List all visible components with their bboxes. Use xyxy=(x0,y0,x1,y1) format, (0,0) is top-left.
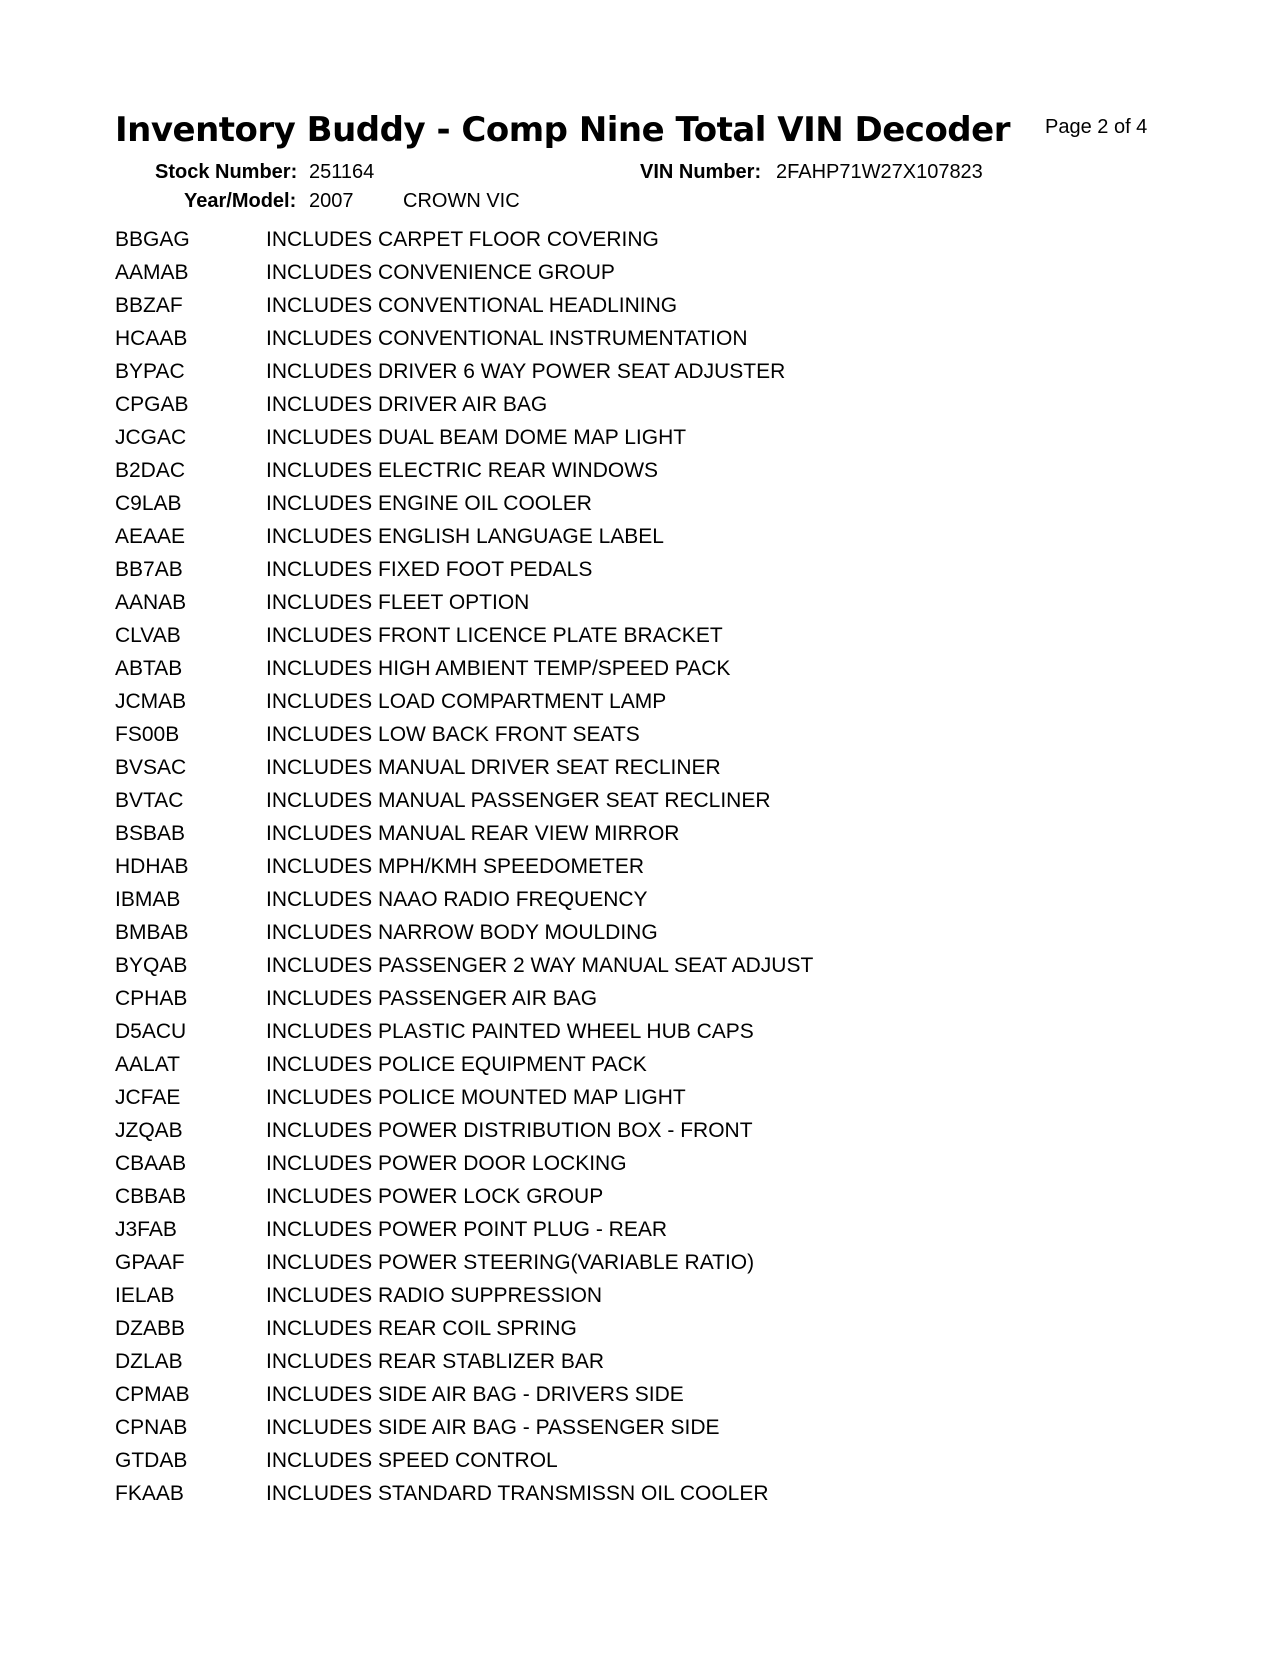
year-model-label: Year/Model: xyxy=(184,190,297,212)
option-code: DZABB xyxy=(115,1317,186,1340)
option-description: INCLUDES RADIO SUPPRESSION xyxy=(266,1284,603,1307)
option-row xyxy=(115,491,1015,524)
option-code: HDHAB xyxy=(115,855,189,878)
option-description: INCLUDES SPEED CONTROL xyxy=(266,1449,558,1472)
option-description: INCLUDES ELECTRIC REAR WINDOWS xyxy=(266,459,659,482)
option-description: INCLUDES CONVENTIONAL INSTRUMENTATION xyxy=(266,327,748,350)
model-value: CROWN VIC xyxy=(403,190,520,212)
option-row xyxy=(115,1151,1015,1184)
option-row xyxy=(115,1382,1015,1415)
option-row xyxy=(115,821,1015,854)
option-code: CPHAB xyxy=(115,987,188,1010)
option-description: INCLUDES REAR COIL SPRING xyxy=(266,1317,577,1340)
vin-number-value: 2FAHP71W27X107823 xyxy=(776,161,983,183)
option-description: INCLUDES HIGH AMBIENT TEMP/SPEED PACK xyxy=(266,657,731,680)
option-row xyxy=(115,227,1015,260)
page-title: Inventory Buddy - Comp Nine Total VIN Decoder xyxy=(115,110,1010,150)
option-row xyxy=(115,1448,1015,1481)
option-description: INCLUDES DRIVER AIR BAG xyxy=(266,393,548,416)
option-code: CPMAB xyxy=(115,1383,190,1406)
option-description: INCLUDES POWER DISTRIBUTION BOX - FRONT xyxy=(266,1119,753,1142)
option-row xyxy=(115,755,1015,788)
option-row xyxy=(115,1481,1015,1514)
option-description: INCLUDES PASSENGER AIR BAG xyxy=(266,987,598,1010)
option-code: BMBAB xyxy=(115,921,189,944)
option-code: FKAAB xyxy=(115,1482,184,1505)
option-description: INCLUDES POLICE EQUIPMENT PACK xyxy=(266,1053,647,1076)
option-description: INCLUDES CONVENTIONAL HEADLINING xyxy=(266,294,678,317)
option-code: CBBAB xyxy=(115,1185,187,1208)
option-code: FS00B xyxy=(115,723,180,746)
option-row xyxy=(115,1283,1015,1316)
option-row xyxy=(115,1250,1015,1283)
option-code: GPAAF xyxy=(115,1251,185,1274)
option-code: AEAAE xyxy=(115,525,186,548)
option-code: D5ACU xyxy=(115,1020,187,1043)
option-description: INCLUDES ENGLISH LANGUAGE LABEL xyxy=(266,525,664,548)
option-row xyxy=(115,1052,1015,1085)
option-description: INCLUDES PLASTIC PAINTED WHEEL HUB CAPS xyxy=(266,1020,754,1043)
option-row xyxy=(115,260,1015,293)
stock-number-value: 251164 xyxy=(309,161,375,183)
option-code: HCAAB xyxy=(115,327,188,350)
option-row xyxy=(115,392,1015,425)
option-description: INCLUDES POWER POINT PLUG - REAR xyxy=(266,1218,668,1241)
option-description: INCLUDES POWER LOCK GROUP xyxy=(266,1185,604,1208)
page-number: Page 2 of 4 xyxy=(1045,116,1148,138)
option-row xyxy=(115,326,1015,359)
option-row xyxy=(115,854,1015,887)
option-code: BYPAC xyxy=(115,360,185,383)
option-description: INCLUDES CONVENIENCE GROUP xyxy=(266,261,615,284)
option-code: JZQAB xyxy=(115,1119,183,1142)
option-row xyxy=(115,1118,1015,1151)
option-row xyxy=(115,590,1015,623)
option-code: CBAAB xyxy=(115,1152,187,1175)
option-row xyxy=(115,887,1015,920)
option-row xyxy=(115,1184,1015,1217)
option-description: INCLUDES DUAL BEAM DOME MAP LIGHT xyxy=(266,426,687,449)
option-description: INCLUDES LOW BACK FRONT SEATS xyxy=(266,723,640,746)
option-description: INCLUDES MPH/KMH SPEEDOMETER xyxy=(266,855,645,878)
option-description: INCLUDES FRONT LICENCE PLATE BRACKET xyxy=(266,624,723,647)
option-description: INCLUDES POLICE MOUNTED MAP LIGHT xyxy=(266,1086,686,1109)
option-description: INCLUDES NAAO RADIO FREQUENCY xyxy=(266,888,648,911)
stock-number-label: Stock Number: xyxy=(155,161,298,183)
option-row xyxy=(115,1019,1015,1052)
option-code: IELAB xyxy=(115,1284,175,1307)
option-row xyxy=(115,1217,1015,1250)
option-row xyxy=(115,1349,1015,1382)
option-row xyxy=(115,524,1015,557)
option-row xyxy=(115,986,1015,1019)
option-code: AALAT xyxy=(115,1053,180,1076)
year-value: 2007 xyxy=(309,190,354,212)
option-row xyxy=(115,953,1015,986)
option-code: BYQAB xyxy=(115,954,188,977)
option-row xyxy=(115,623,1015,656)
option-description: INCLUDES DRIVER 6 WAY POWER SEAT ADJUSTER xyxy=(266,360,786,383)
option-code: B2DAC xyxy=(115,459,186,482)
option-description: INCLUDES ENGINE OIL COOLER xyxy=(266,492,592,515)
option-row xyxy=(115,1415,1015,1448)
option-row xyxy=(115,656,1015,689)
option-code: GTDAB xyxy=(115,1449,188,1472)
option-description: INCLUDES POWER DOOR LOCKING xyxy=(266,1152,627,1175)
option-code: DZLAB xyxy=(115,1350,183,1373)
option-code: JCGAC xyxy=(115,426,187,449)
option-code: JCMAB xyxy=(115,690,187,713)
option-row xyxy=(115,359,1015,392)
option-description: INCLUDES SIDE AIR BAG - DRIVERS SIDE xyxy=(266,1383,684,1406)
option-row xyxy=(115,425,1015,458)
option-description: INCLUDES MANUAL PASSENGER SEAT RECLINER xyxy=(266,789,771,812)
option-description: INCLUDES NARROW BODY MOULDING xyxy=(266,921,658,944)
option-description: INCLUDES MANUAL REAR VIEW MIRROR xyxy=(266,822,680,845)
option-description: INCLUDES POWER STEERING(VARIABLE RATIO) xyxy=(266,1251,755,1274)
option-code: AAMAB xyxy=(115,261,189,284)
option-description: INCLUDES MANUAL DRIVER SEAT RECLINER xyxy=(266,756,721,779)
option-row xyxy=(115,293,1015,326)
option-description: INCLUDES LOAD COMPARTMENT LAMP xyxy=(266,690,667,713)
vin-number-label: VIN Number: xyxy=(640,161,762,183)
option-code: C9LAB xyxy=(115,492,182,515)
option-code: BVTAC xyxy=(115,789,184,812)
option-code: BBZAF xyxy=(115,294,183,317)
option-code: J3FAB xyxy=(115,1218,177,1241)
option-code-list xyxy=(115,227,1015,1514)
option-description: INCLUDES STANDARD TRANSMISSN OIL COOLER xyxy=(266,1482,769,1505)
option-code: AANAB xyxy=(115,591,187,614)
option-code: BB7AB xyxy=(115,558,183,581)
option-description: INCLUDES FIXED FOOT PEDALS xyxy=(266,558,593,581)
option-code: BSBAB xyxy=(115,822,186,845)
option-code: CPNAB xyxy=(115,1416,188,1439)
option-code: ABTAB xyxy=(115,657,183,680)
option-row xyxy=(115,1316,1015,1349)
option-row xyxy=(115,557,1015,590)
option-code: BBGAG xyxy=(115,228,190,251)
option-row xyxy=(115,920,1015,953)
option-row xyxy=(115,788,1015,821)
option-description: INCLUDES SIDE AIR BAG - PASSENGER SIDE xyxy=(266,1416,720,1439)
option-row xyxy=(115,722,1015,755)
option-code: CLVAB xyxy=(115,624,181,647)
option-code: IBMAB xyxy=(115,888,181,911)
option-code: JCFAE xyxy=(115,1086,181,1109)
option-description: INCLUDES FLEET OPTION xyxy=(266,591,530,614)
option-row xyxy=(115,1085,1015,1118)
option-description: INCLUDES PASSENGER 2 WAY MANUAL SEAT ADJUST xyxy=(266,954,814,977)
option-row xyxy=(115,689,1015,722)
option-description: INCLUDES CARPET FLOOR COVERING xyxy=(266,228,659,251)
option-description: INCLUDES REAR STABLIZER BAR xyxy=(266,1350,605,1373)
option-code: CPGAB xyxy=(115,393,189,416)
option-code: BVSAC xyxy=(115,756,187,779)
option-row xyxy=(115,458,1015,491)
